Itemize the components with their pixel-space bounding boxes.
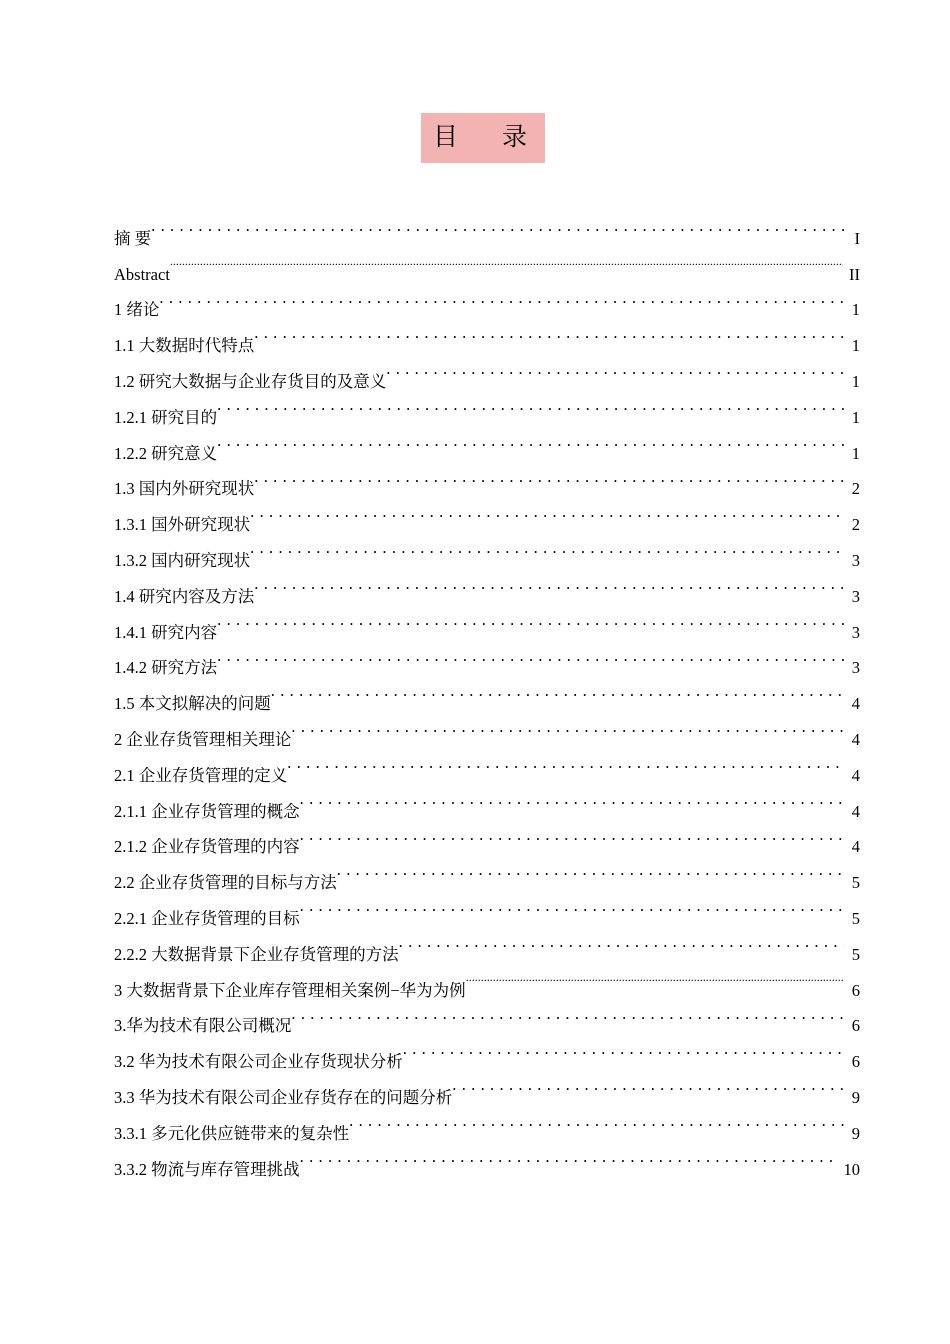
toc-dot-leader (386, 351, 844, 387)
toc-entry-label: 3.2 华为技术有限公司企业存货现状分析 (114, 1052, 403, 1072)
toc-dot-leader (159, 280, 844, 316)
toc-entry-label: 1.2.1 研究目的 (114, 407, 218, 427)
toc-dot-leader (452, 1067, 844, 1103)
toc-entry-page-number: 6 (851, 980, 860, 1000)
toc-entry-page-number: 3 (851, 658, 860, 678)
toc-entry[interactable] (114, 208, 860, 248)
toc-entry-label: 1.2 研究大数据与企业存货目的及意义 (114, 371, 387, 391)
toc-dot-leader (349, 1103, 844, 1139)
toc-entry-page-number: 9 (851, 1087, 860, 1107)
toc-entry-page-number: 3 (851, 550, 860, 570)
toc-entry-page-number: 3 (851, 622, 860, 642)
toc-entry-label: 2 企业存货管理相关理论 (114, 729, 292, 749)
toc-entry[interactable] (114, 602, 860, 642)
toc-entry[interactable] (114, 315, 860, 356)
toc-entry[interactable] (114, 280, 860, 320)
toc-dot-leader (254, 315, 844, 351)
toc-dot-leader (217, 638, 844, 674)
page-title: 目 录 (421, 113, 545, 163)
toc-dot-leader (466, 960, 844, 996)
toc-entry-label: 1.3 国内外研究现状 (114, 479, 255, 499)
toc-entry-page-number: 1 (851, 300, 860, 320)
toc-entry[interactable] (114, 423, 860, 463)
toc-dot-leader (300, 1139, 838, 1175)
toc-entry-page-number: 2 (851, 515, 860, 535)
toc-entry-label: 3.华为技术有限公司概况 (114, 1016, 292, 1036)
toc-entry-page-number: 2 (851, 479, 860, 499)
toc-entry-page-number: 1 (851, 371, 860, 391)
toc-entry-page-number: 1 (851, 443, 860, 463)
toc-entry-label: 2.1.1 企业存货管理的概念 (114, 801, 300, 821)
toc-entry-page-number: 1 (851, 336, 860, 356)
toc-entry[interactable] (114, 673, 860, 714)
toc-dot-leader (217, 387, 844, 423)
toc-dot-leader (254, 566, 844, 602)
toc-dot-leader (300, 781, 844, 817)
toc-entry-label: 3.3.1 多元化供应链带来的复杂性 (114, 1123, 350, 1143)
toc-entry-page-number: I (854, 228, 860, 248)
toc-entry-page-number: 4 (851, 837, 860, 857)
toc-entry-label: 2.2.1 企业存货管理的目标 (114, 908, 300, 928)
toc-entry-page-number: 4 (851, 729, 860, 749)
toc-entry-label: 2.2 企业存货管理的目标与方法 (114, 873, 337, 893)
toc-entry-label: 2.1.2 企业存货管理的内容 (114, 837, 300, 857)
toc-dot-leader (217, 423, 844, 459)
toc-dot-leader (300, 817, 844, 853)
toc-entry-label: 1 绪论 (114, 300, 160, 320)
toc-entry-label: 2.2.2 大数据背景下企业存货管理的方法 (114, 944, 399, 964)
toc-dot-leader (399, 924, 844, 960)
toc-entry-page-number: 10 (843, 1159, 860, 1179)
toc-entry[interactable] (114, 244, 860, 284)
toc-dot-leader (337, 852, 844, 888)
toc-entry-page-number: 5 (851, 944, 860, 964)
toc-entry-page-number: 5 (851, 873, 860, 893)
toc-dot-leader (254, 459, 844, 495)
toc-entry-page-number: 4 (851, 694, 860, 714)
toc-dot-leader (250, 530, 844, 566)
toc-entry-page-number: 1 (851, 407, 860, 427)
toc-entry-label: 摘 要 (114, 228, 152, 248)
toc-dot-leader (217, 602, 844, 638)
toc-dot-leader (151, 208, 844, 244)
toc-dot-leader (300, 888, 844, 924)
toc-entry-label: Abstract (114, 264, 170, 284)
toc-entry-page-number: 3 (851, 586, 860, 606)
toc-entry-label: 1.3.2 国内研究现状 (114, 550, 251, 570)
toc-entry-label: 1.5 本文拟解决的问题 (114, 694, 271, 714)
toc-dot-leader (291, 996, 844, 1032)
toc-entry-page-number: 4 (851, 765, 860, 785)
toc-dot-leader (170, 244, 843, 280)
toc-dot-leader (250, 494, 844, 530)
toc-entry[interactable] (114, 459, 860, 499)
toc-entry-label: 3.3.2 物流与库存管理挑战 (114, 1159, 300, 1179)
toc-entry-label: 1.2.2 研究意义 (114, 443, 218, 463)
toc-entry-page-number: 6 (851, 1052, 860, 1072)
toc-entry-label: 3.3 华为技术有限公司企业存货存在的问题分析 (114, 1087, 453, 1107)
toc-dot-leader (287, 745, 844, 781)
table-of-contents (114, 208, 860, 1179)
toc-entry[interactable] (114, 387, 860, 427)
toc-entry-page-number: II (849, 264, 860, 284)
toc-entry-page-number: 5 (851, 908, 860, 928)
toc-dot-leader (291, 709, 844, 745)
title-wrapper (0, 113, 950, 163)
toc-dot-leader (403, 1031, 844, 1067)
toc-entry[interactable] (114, 638, 860, 678)
toc-entry-label: 1.3.1 国外研究现状 (114, 515, 251, 535)
toc-dot-leader (271, 673, 844, 709)
toc-entry-label: 1.4 研究内容及方法 (114, 586, 255, 606)
toc-entry-label: 2.1 企业存货管理的定义 (114, 765, 288, 785)
toc-entry-page-number: 6 (851, 1016, 860, 1036)
toc-entry-page-number: 9 (851, 1123, 860, 1143)
toc-entry-label: 1.4.1 研究内容 (114, 622, 218, 642)
toc-entry-label: 3 大数据背景下企业库存管理相关案例−华为为例 (114, 980, 466, 1000)
toc-entry-label: 1.1 大数据时代特点 (114, 336, 255, 356)
toc-entry-label: 1.4.2 研究方法 (114, 658, 218, 678)
toc-entry-page-number: 4 (851, 801, 860, 821)
